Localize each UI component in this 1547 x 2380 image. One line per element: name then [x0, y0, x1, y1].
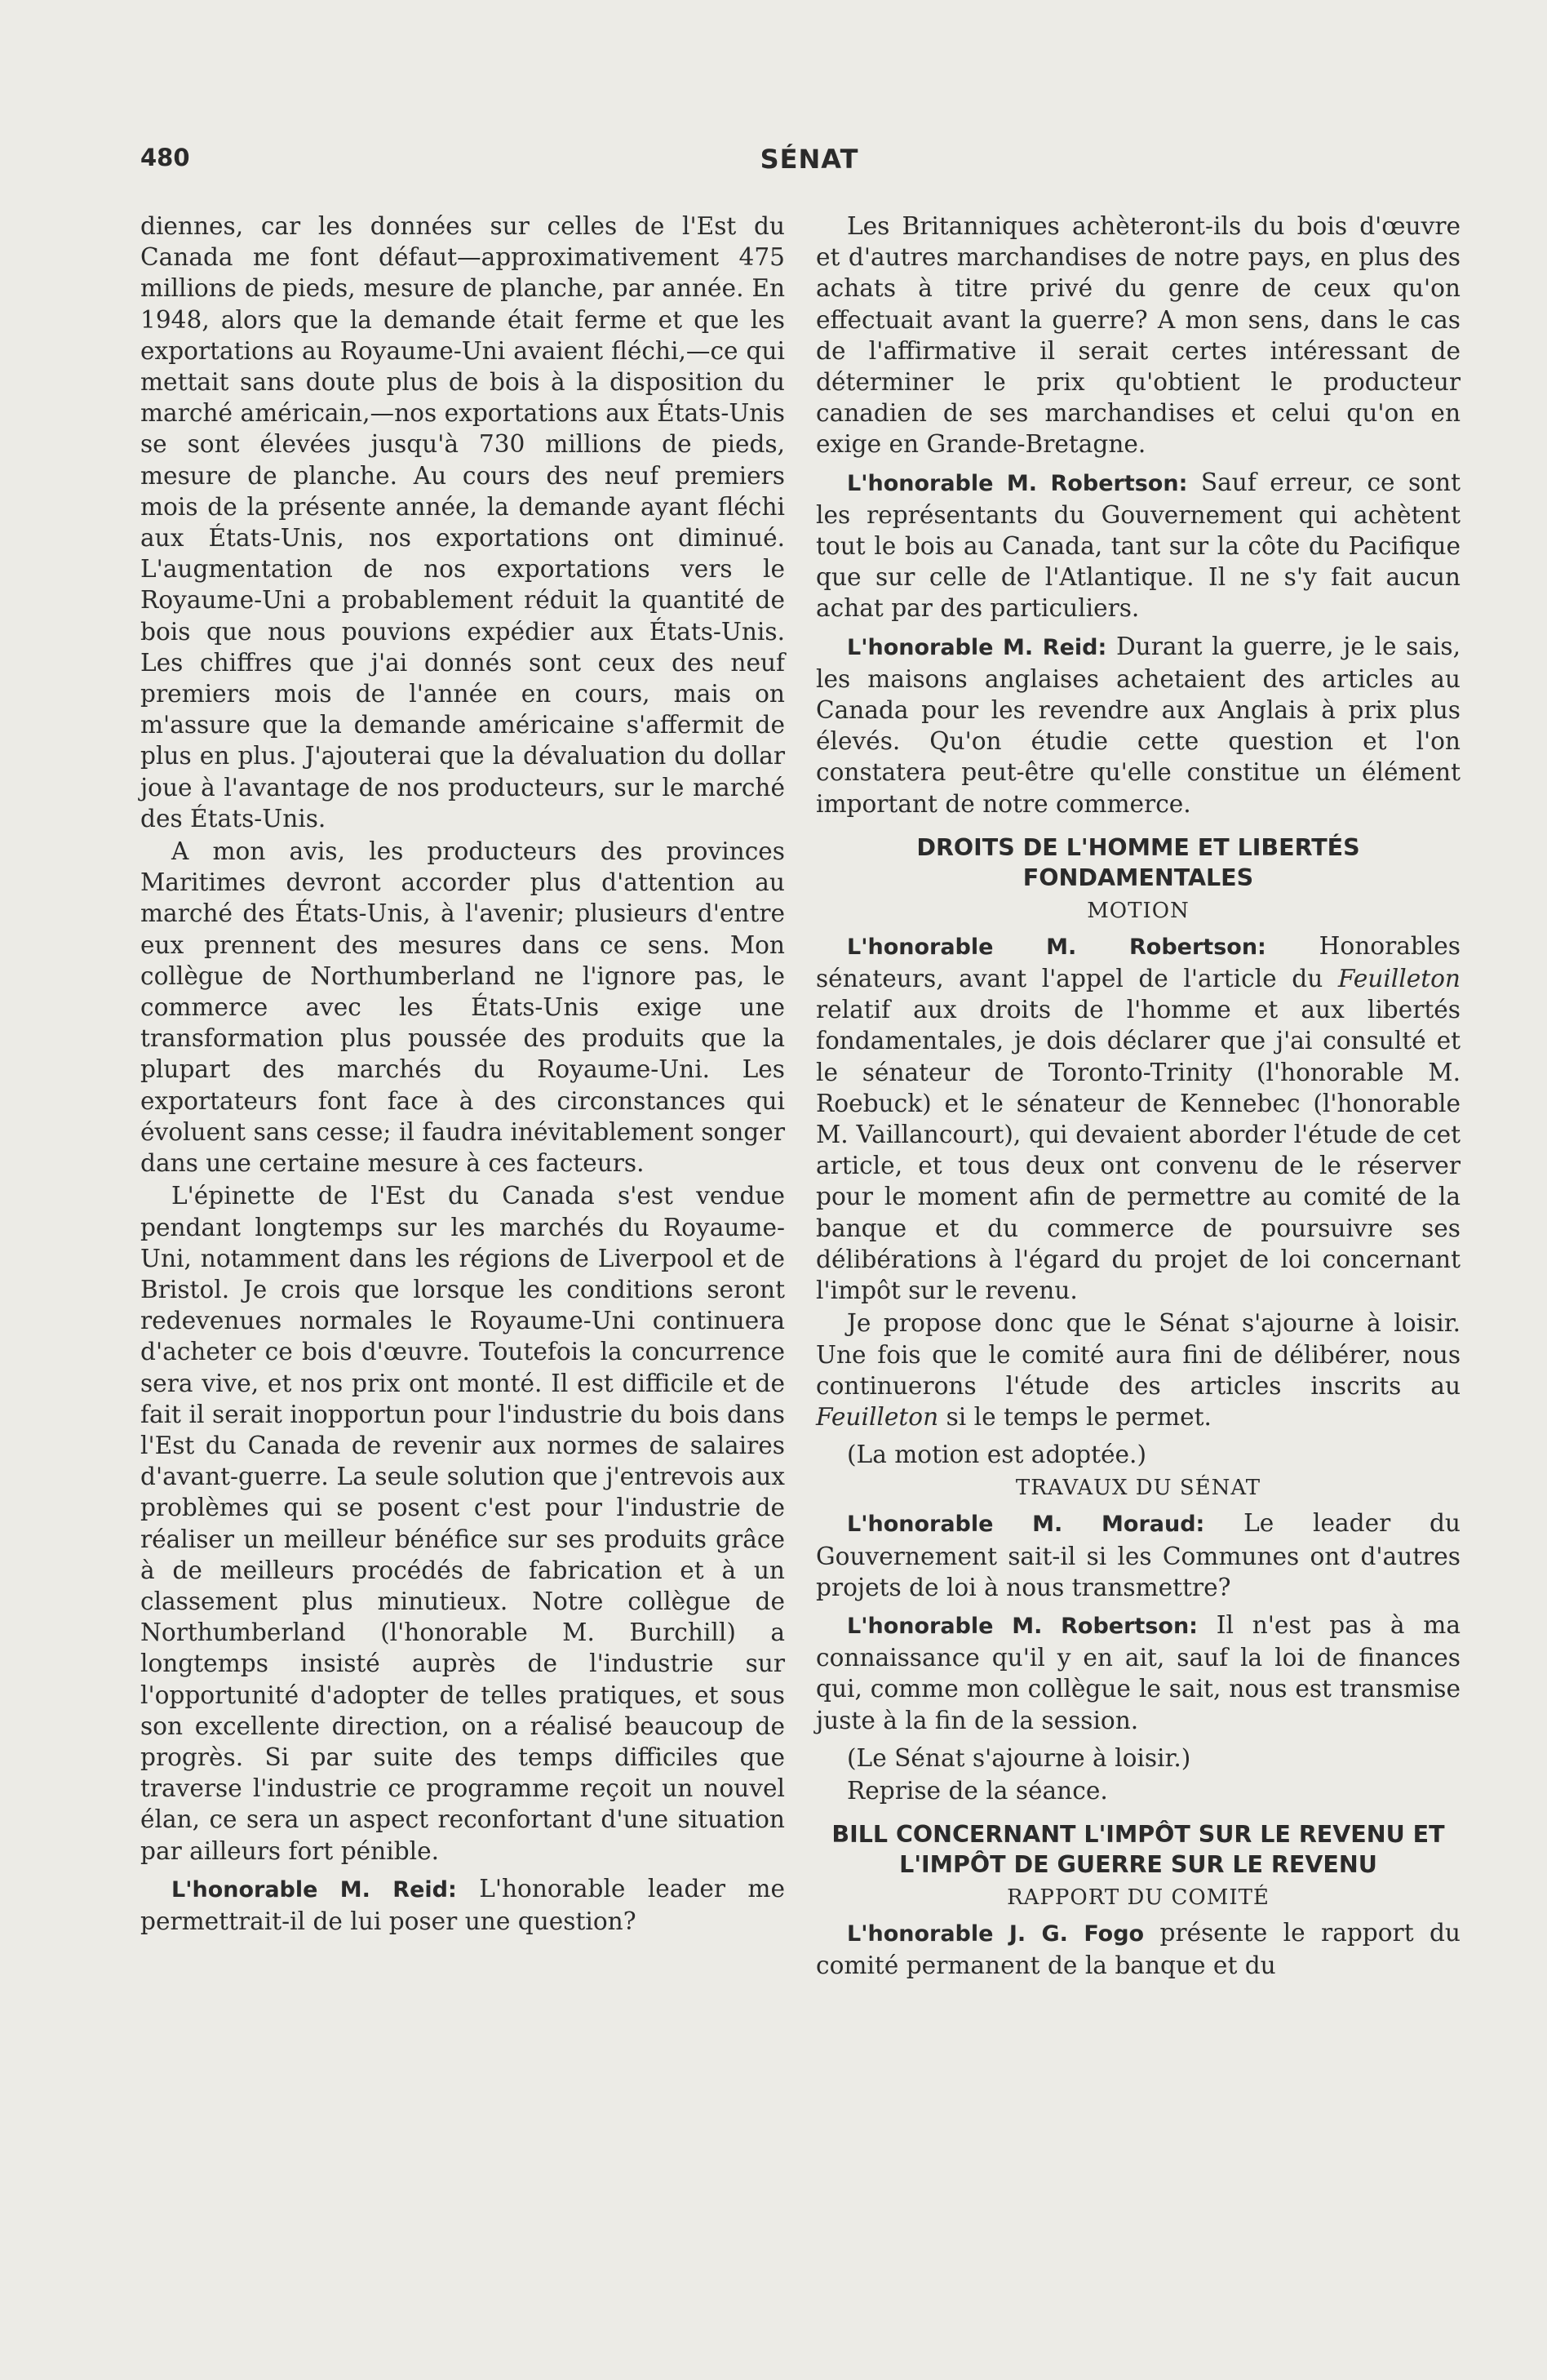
speech-text: Je propose donc que le Sénat s'ajourne à loisir. Une fois que le comité aura fini de délibérer, nous continuerons l'étude des articles inscrits au: [816, 1309, 1461, 1400]
section-subheading: MOTION: [1087, 898, 1190, 923]
speech-text: Le leader du Gouvernement sait-il si les Communes ont d'autres projets de loi à nous transmettre?: [816, 1509, 1461, 1601]
speech-paragraph: [816, 467, 1461, 624]
section-heading: BILL CONCERNANT L'IMPÔT SUR LE REVENU ET L'IMPÔT DE GUERRE SUR LE REVENU: [831, 1821, 1445, 1879]
speech-paragraph: [140, 1873, 785, 1937]
italic-title: Feuilleton: [1337, 965, 1461, 993]
running-head: SÉNAT: [760, 144, 859, 175]
speech-text: Il n'est pas à ma connaissance qu'il y en ait, sauf la loi de finances qui, comme mon collègue le sait, nous est transmise juste à la fin de la session.: [816, 1610, 1461, 1734]
right-column: [816, 211, 1461, 1982]
speaker-name: L'honorable M. Robertson:: [847, 934, 1266, 960]
speaker-name: L'honorable M. Robertson:: [847, 470, 1188, 496]
speech-text: si le temps le permet.: [938, 1402, 1212, 1431]
paragraph: A mon avis, les producteurs des provinces Maritimes devront accorder plus d'attention au marché des États-Unis, à l'avenir; plusieurs d'entre eux prennent des mesures dans ce sens. Mon collègue de Northumberland ne l'ignore pas, le commerce avec les États-Unis exige une transformation plus poussée des produits que la plupart des marchés du Royaume-Uni. Les exportateurs font face à des circonstances qui évoluent sans cesse; il faudra inévitablement songer dans une certaine mesure à ces facteurs.: [140, 837, 785, 1178]
speech-paragraph: [816, 930, 1461, 1306]
section-subheading: RAPPORT DU COMITÉ: [1007, 1885, 1270, 1911]
section-subheading: TRAVAUX DU SÉNAT: [1015, 1476, 1261, 1501]
speech-text: L'honorable leader me permettrait-il de lui poser une question?: [140, 1874, 785, 1935]
speaker-name: L'honorable M. Reid:: [171, 1876, 457, 1903]
speech-text: Sauf erreur, ce sont les représentants du Gouvernement qui achètent tout le bois au Canada, tant sur la côte du Pacifique que sur celle de l'Atlantique. Il ne s'y fait aucun achat par des particuliers.: [816, 468, 1461, 623]
speech-text: relatif aux droits de l'homme et aux libertés fondamentales, je dois déclarer que j'ai consulté et le sénateur de Toronto-Trinity (l'honorable M. Roebuck) et le sénateur de Kennebec (l'honorable M. Vaillancourt), qui devaient aborder l'étude de cet article, et tous deux ont convenu de le réserver pour le moment afin de permettre au comité de la banque et du commerce de poursuivre ses délibérations à l'égard du projet de loi concernant l'impôt sur le revenu.: [816, 996, 1461, 1305]
procedural-note: (La motion est adoptée.): [847, 1441, 1146, 1469]
paragraph: Les Britanniques achèteront-ils du bois d'œuvre et d'autres marchandises de notre pays, en plus des achats à titre privé du genre de ceux qu'on effectuait avant la guerre? A mon sens, dans le cas de l'affirmative il serait certes intéressant de déterminer le prix qu'obtient le producteur canadien de ses marchandises et celui qu'on en exige en Grande-Bretagne.: [816, 212, 1461, 459]
speaker-name: L'honorable M. Moraud:: [847, 1512, 1205, 1538]
speaker-name: L'honorable M. Robertson:: [847, 1613, 1198, 1639]
left-column: [140, 211, 785, 1937]
paragraph: diennes, car les données sur celles de l'Est du Canada me font défaut—approximativement 475 millions de pieds, mesure de planche, par année. En 1948, alors que la demande était ferme et que les exportations au Royaume-Uni avaient fléchi,—ce qui mettait sans doute plus de bois à la disposition du marché américain,—nos exportations aux États-Unis se sont élevées jusqu'à 730 millions de pieds, mesure de planche. Au cours des neuf premiers mois de la présente année, la demande ayant fléchi aux États-Unis, nos exportations ont diminué. L'augmentation de nos exportations vers le Royaume-Uni a probablement réduit la quantité de bois que nous pouvions expédier aux États-Unis. Les chiffres que j'ai donnés sont ceux des neuf premiers mois de l'année en cours, mais on m'assure que la demande américaine s'affermit de plus en plus. J'ajouterai que la dévaluation du dollar joue à l'avantage de nos producteurs, sur le marché des États-Unis.: [140, 212, 785, 833]
speech-paragraph: [816, 1507, 1461, 1603]
procedural-note: (Le Sénat s'ajourne à loisir.): [847, 1743, 1191, 1772]
speaker-name: L'honorable M. Reid:: [847, 634, 1107, 660]
speech-paragraph: [816, 1917, 1461, 1981]
paragraph: [816, 1308, 1461, 1432]
page-header: [140, 144, 1478, 184]
speech-text: Durant la guerre, je le sais, les maisons anglaises achetaient des articles au Canada pour les revendre aux Anglais à prix plus élevés. Qu'on étudie cette question et l'on constatera peut-être qu'elle constitue un élément important de notre commerce.: [816, 632, 1461, 818]
speaker-name: L'honorable J. G. Fogo: [847, 1921, 1145, 1947]
speech-paragraph: [816, 631, 1461, 819]
paragraph: L'épinette de l'Est du Canada s'est vendue pendant longtemps sur les marchés du Royaume-Uni, notamment dans les régions de Liverpool et de Bristol. Je crois que lorsque les conditions seront redevenues normales le Royaume-Uni continuera d'acheter ce bois d'œuvre. Toutefois la concurrence sera vive, et nos prix ont monté. Il est difficile et de fait il serait inopportun pour l'industrie du bois dans l'Est du Canada de revenir aux normes de salaires d'avant-guerre. La seule solution que j'entrevois aux problèmes qui se posent c'est pour l'industrie de réaliser un meilleur bénéfice sur ses produits grâce à de meilleurs procédés de fabrication et à un classement plus minutieux. Notre collègue de Northumberland (l'honorable M. Burchill) a longtemps insisté auprès de l'industrie sur l'opportunité d'adopter de telles pratiques, et sous son excellente direction, on a réalisé beaucoup de progrès. Si par suite des temps difficiles que traverse l'industrie ce programme reçoit un nouvel élan, ce sera un aspect reconfortant d'une situation par ailleurs fort pénible.: [140, 1182, 785, 1865]
speech-text: présente le rapport du comité permanent de la banque et du: [816, 1919, 1461, 1980]
procedural-note: Reprise de la séance.: [847, 1776, 1108, 1805]
speech-paragraph: [816, 1610, 1461, 1736]
section-heading: DROITS DE L'HOMME ET LIBERTÉS FONDAMENTALES: [916, 833, 1360, 891]
speech-text: Honorables sénateurs, avant l'appel de l'article du: [816, 931, 1461, 993]
italic-title: Feuilleton: [816, 1402, 939, 1431]
page-number: 480: [140, 144, 190, 171]
